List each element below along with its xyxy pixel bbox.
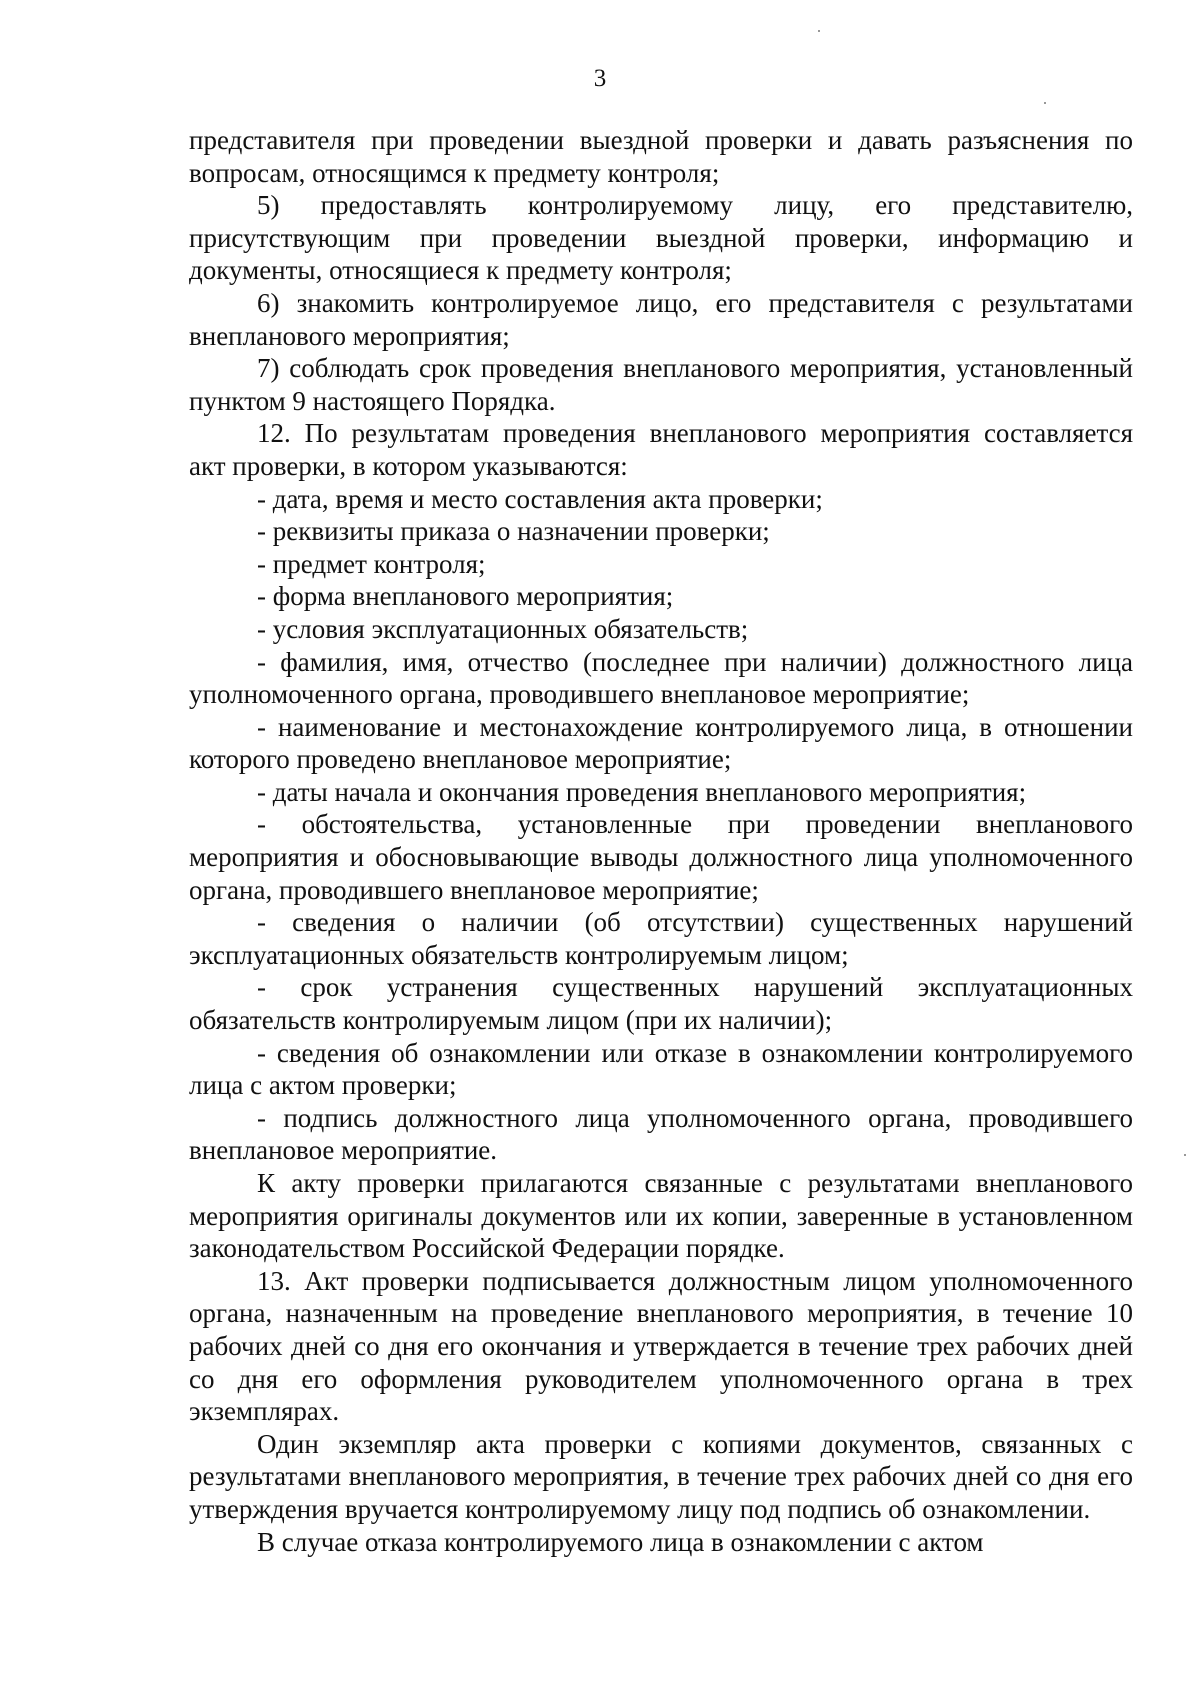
list-item: - сведения об ознакомлении или отказе в ознакомлении контролируемого лица с актом проверки; — [189, 1037, 1133, 1101]
scan-speck — [818, 30, 820, 32]
list-item: - форма внепланового мероприятия; — [257, 581, 674, 612]
paragraph-section-12: 12. По результатам проведения внепланового мероприятия составляется акт проверки, в котором указываются: — [189, 418, 1133, 481]
paragraph-copy-delivery: Один экземпляр акта проверки с копиями документов, связанных с результатами внепланового мероприятия, в течение трех рабочих дней со дня его утверждения вручается контролируемому лицу под подпись об ознакомлении. — [189, 1428, 1133, 1524]
paragraph-item-6: 6) знакомить контролируемое лицо, его представителя с результатами внепланового мероприятия; — [189, 287, 1133, 351]
list-item: - наименование и местонахождение контролируемого лица, в отношении которого проведено внеплановое мероприятие; — [189, 711, 1133, 775]
paragraph-refusal: В случае отказа контролируемого лица в ознакомлении с актом — [257, 1526, 984, 1557]
list-item: - сведения о наличии (об отсутствии) существенных нарушений эксплуатационных обязательств контролируемым лицом; — [189, 907, 1133, 970]
scan-speck — [1184, 1154, 1186, 1156]
list-item: - условия эксплуатационных обязательств; — [257, 613, 749, 644]
paragraph-section-13: 13. Акт проверки подписывается должностным лицом уполномоченного органа, назначенным на проведение внепланового мероприятия, в течение 10 рабочих дней со дня его окончания и утверждается в течение трех рабочих дней со дня его оформления руководителем уполномоченного органа в трех экземплярах. — [189, 1265, 1133, 1427]
paragraph-continuation: представителя при проведении выездной проверки и давать разъяснения по вопросам, относящимся к предмету контроля; — [189, 125, 1133, 188]
list-item: - предмет контроля; — [257, 548, 486, 579]
page-number: 3 — [593, 65, 607, 92]
scan-speck — [1044, 102, 1046, 104]
list-item: - подпись должностного лица уполномоченного органа, проводившего внеплановое мероприятие. — [189, 1102, 1133, 1166]
list-item: - обстоятельства, установленные при проведении внепланового мероприятия и обосновывающие выводы должностного лица уполномоченного органа, проводившего внеплановое мероприятие; — [189, 809, 1133, 905]
paragraph-item-5: 5) предоставлять контролируемому лицу, его представителю, присутствующим при проведении выездной проверки, информацию и документы, относящиеся к предмету контроля; — [189, 190, 1133, 286]
list-item: - реквизиты приказа о назначении проверки; — [257, 516, 770, 547]
list-item: - дата, время и место составления акта проверки; — [257, 483, 823, 514]
document-body — [189, 124, 1133, 1558]
list-item: - фамилия, имя, отчество (последнее при наличии) должностного лица уполномоченного органа, проводившего внеплановое мероприятие; — [189, 646, 1133, 710]
list-item: - срок устранения существенных нарушений эксплуатационных обязательств контролируемым лицом (при их наличии); — [189, 972, 1133, 1036]
paragraph-item-7: 7) соблюдать срок проведения внепланового мероприятия, установленный пунктом 9 настоящего Порядка. — [189, 353, 1133, 416]
paragraph-attachments: К акту проверки прилагаются связанные с результатами внепланового мероприятия оригиналы документов или их копии, заверенные в установленном законодательством Российской Федерации порядке. — [189, 1168, 1133, 1264]
list-item: - даты начала и окончания проведения внепланового мероприятия; — [257, 776, 1027, 807]
